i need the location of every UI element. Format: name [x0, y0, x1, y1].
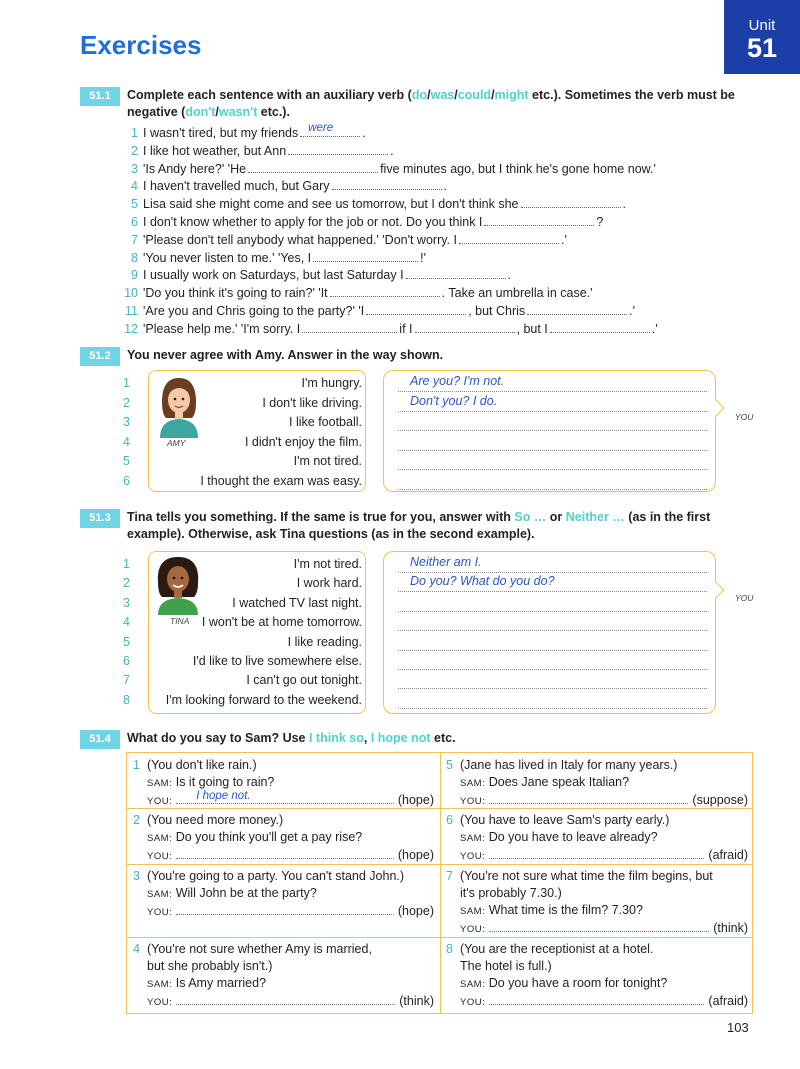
- verb-hint: (hope): [397, 848, 434, 862]
- handwritten-answer: were: [308, 122, 334, 135]
- exercise-number-51-4: 51.4: [80, 730, 120, 749]
- context-text: The hotel is full.): [460, 959, 552, 973]
- handwritten-answer: Do you? What do you do?: [410, 574, 555, 589]
- character-statement: I'm hungry.: [301, 376, 362, 390]
- instruction-keyword: don't: [185, 105, 216, 119]
- row-number: 6: [123, 474, 130, 488]
- instruction-text: /: [454, 88, 458, 102]
- sentence-text: .': [560, 232, 567, 247]
- answer-line[interactable]: [398, 669, 707, 670]
- you-answer-line: [460, 847, 748, 865]
- dialogue-cell: [440, 808, 754, 864]
- context-text: (You don't like rain.): [147, 758, 257, 772]
- cell-body: [460, 868, 748, 938]
- handwritten-answer: Neither am I.: [410, 555, 482, 569]
- answer-line[interactable]: [398, 708, 707, 709]
- answer-blank[interactable]: [300, 122, 360, 137]
- you-answer-line: [460, 993, 748, 1011]
- sentence-row: [116, 267, 756, 285]
- sentence-text: 'You never listen to me.' 'Yes, I: [143, 250, 312, 265]
- answer-line[interactable]: [398, 489, 707, 490]
- sam-question-line: [147, 774, 434, 792]
- sam-question-line: [147, 885, 434, 903]
- verb-hint: (afraid): [708, 994, 748, 1008]
- sentence-text: I wasn't tired, but my friends: [143, 126, 299, 140]
- sentence-text: 'Do you think it's going to rain?' 'It: [143, 286, 328, 301]
- sentence-text: , but I: [516, 321, 548, 336]
- speaker-label-you: YOU:: [460, 796, 486, 807]
- sentence-number: 10: [124, 286, 138, 301]
- answer-line[interactable]: [398, 688, 707, 689]
- speaker-label-you: YOU:: [147, 997, 173, 1008]
- instruction-text: /: [491, 88, 495, 102]
- sentence-text: I usually work on Saturdays, but last Saturday I: [143, 268, 404, 283]
- cell-body: [147, 757, 434, 810]
- answer-blank[interactable]: [459, 232, 559, 244]
- instruction-text: /: [215, 105, 219, 119]
- instruction-keyword: do: [411, 88, 428, 102]
- context-text: but she probably isn't.): [147, 959, 273, 973]
- cell-body: [147, 812, 434, 865]
- answer-blank[interactable]: [332, 178, 442, 190]
- cell-body: [460, 757, 748, 810]
- exercise-number-51-1: 51.1: [80, 87, 120, 106]
- row-number: 7: [123, 673, 130, 688]
- character-statement: I work hard.: [296, 576, 362, 591]
- character-statement: I can't go out tonight.: [246, 673, 362, 688]
- answer-line[interactable]: [398, 450, 707, 451]
- answer-blank[interactable]: [330, 285, 440, 297]
- cell-number: 6: [446, 813, 453, 827]
- sam-question-line: [460, 902, 748, 920]
- exercise-instruction-51-4: [127, 730, 456, 747]
- sam-question: What time is the film? 7.30?: [488, 903, 643, 917]
- answer-line[interactable]: [398, 469, 707, 470]
- sentence-number: 2: [131, 143, 138, 158]
- unit-badge: [724, 0, 800, 74]
- speaker-label-you: YOU:: [460, 851, 486, 862]
- instruction-text: Tina tells you something. If the same is true for you, answer with: [127, 510, 515, 524]
- sentence-row: [116, 214, 756, 232]
- sentence-row: [116, 122, 756, 143]
- speaker-label-you: YOU:: [147, 851, 173, 862]
- instruction-text: What do you say to Sam? Use: [127, 731, 309, 745]
- sentence-text: .: [622, 197, 626, 212]
- sentence-text: .: [390, 143, 394, 158]
- sentence-text: . Take an umbrella in case.': [441, 286, 593, 301]
- answer-blank[interactable]: [489, 921, 709, 932]
- speaker-label-sam: SAM:: [460, 833, 486, 844]
- answer-line[interactable]: [398, 411, 707, 412]
- context-text: it's probably 7.30.): [460, 886, 562, 900]
- answer-blank[interactable]: [176, 848, 394, 859]
- unit-number: 51: [746, 33, 778, 63]
- instruction-text: /: [427, 88, 431, 102]
- cell-body: [147, 868, 434, 921]
- speaker-label-sam: SAM:: [147, 833, 173, 844]
- exercise-number-51-3: 51.3: [80, 509, 120, 528]
- sentence-text: 'Please don't tell anybody what happened.' 'Don't worry. I: [143, 232, 457, 247]
- sentence-text: .: [362, 126, 366, 140]
- character-statement: I'm looking forward to the weekend.: [165, 692, 362, 707]
- page-title: Exercises: [80, 30, 202, 60]
- cell-body: [147, 941, 434, 1011]
- instruction-text: Complete each sentence with an auxiliary verb (: [127, 88, 412, 102]
- dialogue-cell: [440, 753, 754, 808]
- exercise-instruction-51-2: You never agree with Amy. Answer in the way shown.: [127, 348, 444, 362]
- context-text: (Jane has lived in Italy for many years.): [460, 758, 678, 772]
- sentence-row: [116, 143, 756, 161]
- sam-question-line: [460, 774, 748, 792]
- you-answer-line: [460, 920, 748, 938]
- row-number: 4: [123, 615, 130, 630]
- row-number: 2: [123, 395, 130, 410]
- sam-question-line: [147, 829, 434, 847]
- sentence-number: 7: [131, 232, 138, 247]
- instruction-keyword: was: [430, 88, 455, 102]
- sentence-row: [116, 250, 756, 268]
- cell-number: 2: [133, 813, 140, 827]
- verb-hint: (think): [399, 994, 434, 1008]
- sentence-text: .': [651, 321, 658, 336]
- answer-blank[interactable]: [288, 143, 388, 155]
- handwritten-answer: Don't you? I do.: [410, 393, 498, 408]
- instruction-keyword: I think so: [308, 731, 364, 745]
- sentence-text: 'Please help me.' 'I'm sorry. I: [143, 321, 301, 336]
- sentence-row: [116, 303, 756, 321]
- you-answer-line: [147, 993, 434, 1011]
- answer-blank[interactable]: [527, 303, 627, 315]
- speaker-label-you: YOU:: [460, 924, 486, 935]
- sam-question: Is Amy married?: [175, 976, 267, 990]
- cell-number: 3: [133, 869, 140, 883]
- sam-question: Does Jane speak Italian?: [488, 775, 630, 789]
- sentence-number: 4: [131, 179, 138, 194]
- answer-blank[interactable]: [302, 321, 397, 333]
- sentence-row: [116, 285, 756, 303]
- sentence-text: .': [629, 303, 636, 318]
- context-text: (You have to leave Sam's party early.): [460, 813, 670, 827]
- answer-line[interactable]: [398, 572, 707, 573]
- sam-question: Do you have a room for tonight?: [488, 976, 668, 990]
- instruction-text: or: [546, 510, 566, 524]
- answer-line[interactable]: [398, 611, 707, 612]
- character-statement: I won't be at home tomorrow.: [201, 615, 362, 630]
- speaker-label-sam: SAM:: [147, 778, 173, 789]
- row-number: 1: [123, 376, 130, 390]
- instruction-text: ,: [363, 731, 371, 745]
- character-statement: I'd like to live somewhere else.: [192, 654, 362, 668]
- dialogue-cell: [440, 864, 754, 937]
- amy-illustration-icon: [156, 374, 202, 438]
- instruction-keyword: I hope not: [370, 731, 431, 745]
- row-number: 4: [123, 434, 130, 449]
- you-label: YOU: [735, 593, 754, 603]
- exercise-instruction-51-3: [127, 509, 747, 543]
- sentence-text: 'Are you and Chris going to the party?' 'I: [143, 303, 365, 318]
- sentence-row: [116, 321, 756, 339]
- verb-hint: (think): [713, 921, 748, 935]
- row-number: 3: [123, 415, 130, 430]
- speaker-label-sam: SAM:: [460, 979, 486, 990]
- character-statement: I didn't enjoy the film.: [244, 434, 362, 449]
- sentence-number: 3: [131, 161, 138, 176]
- sentence-number: 1: [131, 126, 138, 140]
- sentence-row: [116, 161, 756, 179]
- verb-hint: (hope): [397, 793, 434, 807]
- answer-line[interactable]: [398, 591, 707, 592]
- answer-blank[interactable]: [406, 267, 506, 279]
- dialogue-cell: [127, 864, 440, 937]
- answer-blank[interactable]: [489, 848, 704, 859]
- answer-line[interactable]: [398, 650, 707, 651]
- speaker-label-you: YOU:: [460, 997, 486, 1008]
- amy-name-label: AMY: [167, 438, 186, 448]
- sentence-row: [116, 196, 756, 214]
- character-statement: I watched TV last night.: [232, 595, 362, 610]
- answer-blank[interactable]: [484, 214, 594, 226]
- answer-blank[interactable]: [489, 994, 704, 1005]
- cell-number: 8: [446, 942, 453, 956]
- sentence-text: I haven't travelled much, but Gary: [143, 179, 330, 194]
- sam-question-line: [460, 975, 748, 993]
- sentence-row: [116, 178, 756, 196]
- sentence-number: 5: [131, 197, 138, 212]
- speaker-label-you: YOU:: [147, 796, 173, 807]
- answer-line[interactable]: [398, 630, 707, 631]
- speaker-label-you: YOU:: [147, 907, 173, 918]
- sentence-list-51-1: [116, 122, 756, 339]
- cell-number: 5: [446, 758, 453, 772]
- speaker-label-sam: SAM:: [460, 778, 486, 789]
- answer-blank[interactable]: [415, 321, 515, 333]
- row-number: 6: [123, 654, 130, 668]
- character-statement: I thought the exam was easy.: [200, 474, 362, 488]
- instruction-keyword: could: [457, 88, 492, 102]
- sam-question: Is it going to rain?: [175, 775, 275, 789]
- sentence-number: 8: [131, 250, 138, 265]
- instruction-text: etc.). Sometimes the verb must be negative (: [127, 88, 735, 119]
- verb-hint: (afraid): [708, 848, 748, 862]
- cell-number: 1: [133, 758, 140, 772]
- character-statement: I like reading.: [287, 634, 362, 649]
- you-answer-line: [147, 847, 434, 865]
- answer-blank[interactable]: [366, 303, 466, 315]
- tina-name-label: TINA: [170, 616, 190, 626]
- cell-body: [460, 812, 748, 865]
- cell-body: [460, 941, 748, 1011]
- sentence-number: 6: [131, 214, 138, 229]
- answer-blank[interactable]: [176, 904, 394, 915]
- cell-number: 7: [446, 869, 453, 883]
- unit-label: Unit: [748, 17, 776, 34]
- sentence-row: [116, 232, 756, 250]
- character-statement: I'm not tired.: [293, 454, 362, 469]
- exercise-number-51-2: 51.2: [80, 347, 120, 366]
- exercise-instruction-51-1: [127, 87, 747, 121]
- handwritten-answer: I hope not.: [196, 790, 251, 802]
- row-number: 8: [123, 692, 130, 707]
- sentence-text: .: [443, 179, 447, 194]
- sam-question-line: [147, 975, 434, 993]
- cell-number: 4: [133, 942, 140, 956]
- answer-blank[interactable]: [176, 994, 395, 1005]
- sam-question: Do you have to leave already?: [488, 830, 658, 844]
- verb-hint: (hope): [397, 904, 434, 918]
- answer-line[interactable]: [398, 430, 707, 431]
- instruction-text: etc.: [430, 731, 456, 745]
- sentence-text: .: [507, 268, 512, 283]
- instruction-keyword: might: [494, 88, 529, 102]
- sentence-text: five minutes ago, but I think he's gone home now.': [380, 161, 656, 176]
- context-text: (You are the receptionist at a hotel.: [460, 942, 654, 956]
- row-number: 3: [123, 595, 130, 610]
- answer-blank[interactable]: [521, 196, 621, 208]
- sentence-text: !': [420, 250, 426, 265]
- context-text: (You're going to a party. You can't stand John.): [147, 869, 405, 883]
- sentence-text: if I: [399, 321, 413, 336]
- sam-question: Will John be at the party?: [175, 886, 317, 900]
- sentence-number: 11: [125, 303, 138, 318]
- sentence-text: , but Chris: [468, 303, 526, 318]
- context-text: (You need more money.): [147, 813, 284, 827]
- sentence-number: 12: [124, 321, 138, 336]
- answer-blank[interactable]: [176, 790, 394, 804]
- instruction-text: etc.).: [257, 105, 290, 119]
- sentence-text: 'Is Andy here?' 'He: [143, 161, 247, 176]
- row-number: 5: [123, 634, 130, 649]
- dialogue-cell: [440, 937, 754, 1015]
- dialogue-cell: [127, 808, 440, 864]
- instruction-text: (as in the first example). Otherwise, ask Tina questions (as in the second example).: [127, 510, 711, 541]
- dialogue-cell: [127, 937, 440, 1015]
- answer-line[interactable]: [398, 391, 707, 392]
- answer-blank[interactable]: [489, 793, 688, 804]
- tina-illustration-icon: [152, 553, 204, 615]
- sam-dialogue-grid: [126, 752, 753, 1014]
- row-number: 1: [123, 557, 130, 571]
- instruction-keyword: wasn't: [218, 105, 258, 119]
- verb-hint: (suppose): [692, 793, 748, 807]
- instruction-keyword: So …: [514, 510, 547, 524]
- instruction-keyword: Neither …: [565, 510, 625, 524]
- sentence-text: I don't know whether to apply for the job or not. Do you think I: [143, 214, 483, 229]
- speaker-label-sam: SAM:: [147, 979, 173, 990]
- row-number: 5: [123, 454, 130, 469]
- character-statement: I like football.: [289, 415, 362, 430]
- sam-question-line: [460, 829, 748, 847]
- context-text: (You're not sure whether Amy is married,: [147, 942, 372, 956]
- answer-blank[interactable]: [550, 321, 650, 333]
- row-number: 2: [123, 576, 130, 591]
- page-number: 103: [727, 1020, 749, 1035]
- answer-blank[interactable]: [248, 161, 378, 173]
- sentence-text: I like hot weather, but Ann: [143, 143, 287, 158]
- sam-question: Do you think you'll get a pay rise?: [175, 830, 363, 844]
- you-label: YOU: [735, 412, 754, 422]
- speaker-label-sam: SAM:: [460, 906, 486, 917]
- sentence-text: Lisa said she might come and see us tomorrow, but I don't think she: [143, 197, 519, 212]
- character-statement: I don't like driving.: [262, 395, 362, 410]
- context-text: (You're not sure what time the film begins, but: [460, 869, 713, 883]
- sentence-number: 9: [131, 268, 138, 283]
- sentence-text: ?: [596, 214, 604, 229]
- speaker-label-sam: SAM:: [147, 889, 173, 900]
- you-answer-line: [147, 903, 434, 921]
- dialogue-cell: [127, 753, 440, 808]
- answer-blank[interactable]: [313, 250, 418, 262]
- handwritten-answer: Are you? I'm not.: [410, 374, 505, 388]
- character-statement: I'm not tired.: [293, 557, 362, 571]
